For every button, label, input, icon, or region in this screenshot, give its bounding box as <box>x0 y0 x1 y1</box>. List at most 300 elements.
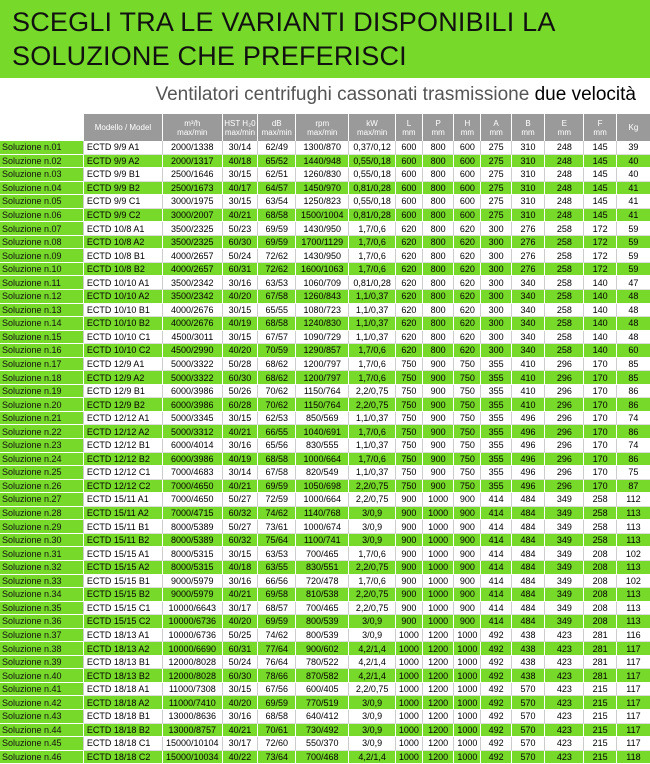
title-banner <box>0 0 650 78</box>
table-cell: 1450/970 <box>296 181 349 195</box>
table-cell: 414 <box>481 506 511 520</box>
table-cell: 275 <box>481 141 511 154</box>
model-cell: ECTD 12/9 A2 <box>83 371 162 385</box>
table-cell: 60/31 <box>222 642 258 656</box>
table-cell: 69/59 <box>258 615 296 629</box>
table-cell: 600 <box>454 208 481 222</box>
model-cell: ECTD 18/18 C2 <box>83 750 162 764</box>
table-cell: 349 <box>545 588 584 602</box>
table-cell: 7000/4650 <box>162 479 222 493</box>
table-cell: 620 <box>454 222 481 236</box>
table-cell: 570 <box>511 723 545 737</box>
table-cell: 6000/3986 <box>162 398 222 412</box>
model-cell: ECTD 18/18 A2 <box>83 696 162 710</box>
table-cell: 40/21 <box>222 588 258 602</box>
table-cell: 0,81/0,28 <box>349 276 396 290</box>
table-cell: 496 <box>511 411 545 425</box>
solution-label: Soluzione n.17 <box>0 357 83 371</box>
table-cell: 423 <box>545 709 584 723</box>
column-header <box>481 114 511 141</box>
table-cell: 102 <box>616 547 650 561</box>
table-cell: 215 <box>584 682 617 696</box>
table-cell: 1200 <box>422 737 453 751</box>
table-cell: 12000/8028 <box>162 669 222 683</box>
model-cell: ECTD 18/18 C1 <box>83 737 162 751</box>
table-cell: 40/18 <box>222 560 258 574</box>
table-cell: 30/15 <box>222 682 258 696</box>
table-cell: 275 <box>481 168 511 182</box>
solution-label: Soluzione n.32 <box>0 560 83 574</box>
table-cell: 1000 <box>454 696 481 710</box>
table-cell: 1600/1063 <box>296 262 349 276</box>
table-cell: 258 <box>584 520 617 534</box>
table-cell: 600 <box>395 168 422 182</box>
table-cell: 800/539 <box>296 628 349 642</box>
table-row <box>0 533 650 547</box>
table-cell: 3000/1975 <box>162 195 222 209</box>
table-cell: 550/370 <box>296 737 349 751</box>
table-cell: 620 <box>395 249 422 263</box>
table-cell: 496 <box>511 425 545 439</box>
table-cell: 68/62 <box>258 371 296 385</box>
table-cell: 30/16 <box>222 439 258 453</box>
table-cell: 1150/764 <box>296 384 349 398</box>
subtitle <box>155 84 636 106</box>
solution-label: Soluzione n.05 <box>0 195 83 209</box>
model-cell: ECTD 10/10 B2 <box>83 317 162 331</box>
table-cell: 59 <box>616 222 650 236</box>
table-cell: 172 <box>584 249 617 263</box>
table-cell: 423 <box>545 682 584 696</box>
table-cell: 340 <box>511 276 545 290</box>
table-cell: 800 <box>422 330 453 344</box>
table-cell: 300 <box>481 276 511 290</box>
table-cell: 117 <box>616 682 650 696</box>
table-cell: 620 <box>454 303 481 317</box>
table-cell: 60/31 <box>222 262 258 276</box>
table-cell: 258 <box>545 276 584 290</box>
table-cell: 40/19 <box>222 317 258 331</box>
table-cell: 2,2/0,75 <box>349 560 396 574</box>
solution-label: Soluzione n.19 <box>0 384 83 398</box>
table-cell: 40/20 <box>222 344 258 358</box>
table-cell: 140 <box>584 344 617 358</box>
solution-label: Soluzione n.35 <box>0 601 83 615</box>
table-cell: 750 <box>454 398 481 412</box>
table-cell: 1000 <box>422 601 453 615</box>
table-cell: 620 <box>454 344 481 358</box>
table-cell: 423 <box>545 723 584 737</box>
table-cell: 1000/674 <box>296 520 349 534</box>
table-cell: 65/52 <box>258 154 296 168</box>
column-header-label: rpm <box>315 118 330 128</box>
table-cell: 0,55/0,18 <box>349 195 396 209</box>
table-cell: 438 <box>511 669 545 683</box>
table-cell: 700/465 <box>296 601 349 615</box>
table-cell: 70/61 <box>258 723 296 737</box>
table-cell: 3500/2325 <box>162 235 222 249</box>
table-cell: 296 <box>545 384 584 398</box>
table-cell: 355 <box>481 452 511 466</box>
table-cell: 492 <box>481 682 511 696</box>
table-cell: 3/0,9 <box>349 723 396 737</box>
table-cell: 281 <box>584 642 617 656</box>
table-cell: 900 <box>422 398 453 412</box>
table-cell: 800/539 <box>296 615 349 629</box>
table-cell: 258 <box>545 262 584 276</box>
table-cell: 484 <box>511 560 545 574</box>
table-cell: 1200 <box>422 696 453 710</box>
table-cell: 5000/3312 <box>162 425 222 439</box>
table-row <box>0 547 650 561</box>
table-cell: 8000/5389 <box>162 520 222 534</box>
table-cell: 1000 <box>454 682 481 696</box>
table-cell: 30/14 <box>222 466 258 480</box>
table-cell: 355 <box>481 411 511 425</box>
table-cell: 66/55 <box>258 425 296 439</box>
table-cell: 1000 <box>422 547 453 561</box>
table-cell: 4000/2676 <box>162 317 222 331</box>
table-cell: 60/30 <box>222 235 258 249</box>
table-cell: 40/21 <box>222 723 258 737</box>
table-cell: 750 <box>454 357 481 371</box>
table-cell: 170 <box>584 384 617 398</box>
table-cell: 170 <box>584 466 617 480</box>
solution-label: Soluzione n.22 <box>0 425 83 439</box>
table-cell: 65/55 <box>258 303 296 317</box>
table-cell: 5000/3345 <box>162 411 222 425</box>
table-cell: 208 <box>584 574 617 588</box>
column-header-unit: max/min <box>177 127 208 137</box>
table-cell: 770/519 <box>296 696 349 710</box>
table-cell: 170 <box>584 452 617 466</box>
banner-title-line-1: SCEGLI TRA LE VARIANTI DISPONIBILI LA <box>12 7 556 37</box>
table-cell: 1,1/0,37 <box>349 330 396 344</box>
table-cell: 48 <box>616 303 650 317</box>
table-row <box>0 235 650 249</box>
table-cell: 248 <box>545 195 584 209</box>
solution-label: Soluzione n.09 <box>0 249 83 263</box>
table-cell: 800 <box>422 290 453 304</box>
table-cell: 1060/709 <box>296 276 349 290</box>
table-cell: 414 <box>481 574 511 588</box>
solution-label: Soluzione n.34 <box>0 588 83 602</box>
table-cell: 423 <box>545 642 584 656</box>
table-cell: 10000/6690 <box>162 642 222 656</box>
table-cell: 113 <box>616 560 650 574</box>
table-cell: 1,1/0,37 <box>349 466 396 480</box>
table-cell: 600 <box>395 154 422 168</box>
table-cell: 1200/797 <box>296 357 349 371</box>
table-cell: 172 <box>584 222 617 236</box>
table-cell: 281 <box>584 669 617 683</box>
table-cell: 900 <box>395 601 422 615</box>
table-cell: 800 <box>422 317 453 331</box>
table-cell: 30/16 <box>222 574 258 588</box>
solution-label: Soluzione n.16 <box>0 344 83 358</box>
table-cell: 63/54 <box>258 195 296 209</box>
table-row <box>0 208 650 222</box>
table-cell: 1430/950 <box>296 249 349 263</box>
table-cell: 69/58 <box>258 588 296 602</box>
table-cell: 40 <box>616 168 650 182</box>
table-cell: 3/0,9 <box>349 696 396 710</box>
table-cell: 1,1/0,37 <box>349 303 396 317</box>
table-cell: 355 <box>481 466 511 480</box>
table-cell: 900 <box>454 574 481 588</box>
table-cell: 1000/664 <box>296 452 349 466</box>
table-cell: 1,7/0,6 <box>349 425 396 439</box>
table-cell: 750 <box>454 384 481 398</box>
table-cell: 830/555 <box>296 439 349 453</box>
table-cell: 570 <box>511 750 545 764</box>
table-cell: 113 <box>616 520 650 534</box>
table-cell: 48 <box>616 290 650 304</box>
table-cell: 492 <box>481 628 511 642</box>
table-cell: 780/522 <box>296 655 349 669</box>
table-cell: 900 <box>454 547 481 561</box>
table-cell: 170 <box>584 439 617 453</box>
table-cell: 68/57 <box>258 601 296 615</box>
table-cell: 30/14 <box>222 141 258 154</box>
table-cell: 60/30 <box>222 371 258 385</box>
table-cell: 248 <box>545 141 584 154</box>
table-cell: 423 <box>545 669 584 683</box>
table-cell: 900 <box>454 601 481 615</box>
column-header <box>222 114 258 141</box>
column-header-unit: mm <box>593 127 607 137</box>
column-header <box>454 114 481 141</box>
table-cell: 900 <box>454 588 481 602</box>
table-cell: 1000 <box>454 669 481 683</box>
model-cell: ECTD 15/11 A1 <box>83 493 162 507</box>
column-header-label: E <box>561 118 568 128</box>
table-cell: 1260/830 <box>296 168 349 182</box>
table-cell: 1200 <box>422 682 453 696</box>
table-cell: 276 <box>511 249 545 263</box>
table-cell: 1000 <box>422 506 453 520</box>
table-cell: 1080/723 <box>296 303 349 317</box>
model-cell: ECTD 10/10 B1 <box>83 303 162 317</box>
table-cell: 1000 <box>454 750 481 764</box>
table-cell: 117 <box>616 696 650 710</box>
table-cell: 620 <box>395 330 422 344</box>
table-cell: 820/549 <box>296 466 349 480</box>
table-cell: 258 <box>545 222 584 236</box>
table-cell: 410 <box>511 357 545 371</box>
model-cell: ECTD 12/9 B1 <box>83 384 162 398</box>
model-cell: ECTD 15/15 B2 <box>83 588 162 602</box>
table-cell: 496 <box>511 452 545 466</box>
table-cell: 492 <box>481 655 511 669</box>
table-cell: 900 <box>422 439 453 453</box>
solution-label: Soluzione n.18 <box>0 371 83 385</box>
table-cell: 113 <box>616 506 650 520</box>
table-cell: 1000 <box>395 709 422 723</box>
table-cell: 1000 <box>395 655 422 669</box>
table-cell: 30/17 <box>222 601 258 615</box>
table-row <box>0 439 650 453</box>
table-row <box>0 560 650 574</box>
table-cell: 1000 <box>422 533 453 547</box>
column-header-label: A <box>493 118 499 128</box>
table-cell: 7000/4683 <box>162 466 222 480</box>
table-cell: 12000/8028 <box>162 655 222 669</box>
column-header <box>616 114 650 141</box>
table-cell: 620 <box>395 303 422 317</box>
table-cell: 600 <box>395 208 422 222</box>
table-cell: 750 <box>395 411 422 425</box>
table-cell: 800 <box>422 154 453 168</box>
table-cell: 750 <box>395 384 422 398</box>
column-header-label: Kg <box>628 123 639 132</box>
table-cell: 1430/950 <box>296 222 349 236</box>
subtitle-text: Ventilatori centrifughi cassonati trasmissione <box>155 84 535 105</box>
table-cell: 600 <box>395 195 422 209</box>
table-cell: 1000/664 <box>296 493 349 507</box>
table-cell: 1240/830 <box>296 317 349 331</box>
table-row <box>0 520 650 534</box>
table-cell: 258 <box>584 493 617 507</box>
table-row <box>0 466 650 480</box>
table-cell: 76/64 <box>258 655 296 669</box>
table-cell: 140 <box>584 330 617 344</box>
model-cell: ECTD 10/8 B1 <box>83 249 162 263</box>
table-cell: 1000 <box>454 642 481 656</box>
model-cell: ECTD 15/15 A2 <box>83 560 162 574</box>
table-cell: 1,7/0,6 <box>349 344 396 358</box>
table-cell: 423 <box>545 696 584 710</box>
table-row <box>0 425 650 439</box>
column-header-unit: mm <box>557 127 571 137</box>
table-cell: 1,1/0,37 <box>349 290 396 304</box>
table-cell: 0,81/0,28 <box>349 208 396 222</box>
table-cell: 900 <box>454 533 481 547</box>
table-cell: 310 <box>511 208 545 222</box>
table-cell: 40/19 <box>222 452 258 466</box>
table-cell: 600 <box>395 141 422 154</box>
table-cell: 3/0,9 <box>349 520 396 534</box>
table-cell: 355 <box>481 425 511 439</box>
model-cell: ECTD 18/13 B1 <box>83 655 162 669</box>
table-cell: 1000 <box>454 723 481 737</box>
table-cell: 800 <box>422 249 453 263</box>
table-cell: 113 <box>616 615 650 629</box>
table-cell: 47 <box>616 276 650 290</box>
table-cell: 355 <box>481 439 511 453</box>
table-cell: 1000 <box>422 615 453 629</box>
table-cell: 414 <box>481 547 511 561</box>
table-cell: 64/57 <box>258 181 296 195</box>
table-cell: 2,2/0,75 <box>349 479 396 493</box>
table-cell: 112 <box>616 493 650 507</box>
solution-label: Soluzione n.08 <box>0 235 83 249</box>
table-cell: 496 <box>511 479 545 493</box>
table-cell: 1100/741 <box>296 533 349 547</box>
table-cell: 300 <box>481 317 511 331</box>
fan-variants-table <box>0 114 650 764</box>
table-cell: 50/27 <box>222 520 258 534</box>
table-cell: 74/62 <box>258 628 296 642</box>
table-row <box>0 574 650 588</box>
table-cell: 170 <box>584 411 617 425</box>
table-cell: 750 <box>395 466 422 480</box>
model-cell: ECTD 18/13 A2 <box>83 642 162 656</box>
solution-label: Soluzione n.12 <box>0 290 83 304</box>
model-cell: ECTD 12/12 B1 <box>83 439 162 453</box>
table-cell: 310 <box>511 181 545 195</box>
table-cell: 113 <box>616 588 650 602</box>
table-cell: 750 <box>454 411 481 425</box>
table-cell: 77/64 <box>258 642 296 656</box>
model-cell: ECTD 10/10 A1 <box>83 276 162 290</box>
table-cell: 1260/843 <box>296 290 349 304</box>
table-cell: 340 <box>511 290 545 304</box>
table-cell: 484 <box>511 520 545 534</box>
table-cell: 410 <box>511 398 545 412</box>
table-cell: 496 <box>511 466 545 480</box>
solution-label: Soluzione n.04 <box>0 181 83 195</box>
table-cell: 414 <box>481 615 511 629</box>
solution-label: Soluzione n.42 <box>0 696 83 710</box>
table-cell: 296 <box>545 479 584 493</box>
table-cell: 800 <box>422 208 453 222</box>
table-cell: 900 <box>422 425 453 439</box>
table-cell: 2,2/0,75 <box>349 601 396 615</box>
table-cell: 145 <box>584 181 617 195</box>
table-cell: 113 <box>616 601 650 615</box>
table-cell: 484 <box>511 615 545 629</box>
table-row <box>0 276 650 290</box>
table-cell: 296 <box>545 357 584 371</box>
table-cell: 355 <box>481 371 511 385</box>
table-cell: 410 <box>511 371 545 385</box>
table-cell: 1040/691 <box>296 425 349 439</box>
model-cell: ECTD 12/9 A1 <box>83 357 162 371</box>
table-cell: 65/56 <box>258 439 296 453</box>
table-cell: 310 <box>511 195 545 209</box>
table-cell: 2,2/0,75 <box>349 493 396 507</box>
column-header-label: kW <box>366 118 378 128</box>
table-cell: 310 <box>511 141 545 154</box>
table-cell: 900 <box>422 466 453 480</box>
table-cell: 85 <box>616 371 650 385</box>
table-row <box>0 479 650 493</box>
column-header-unit: mm <box>521 127 535 137</box>
solution-label: Soluzione n.28 <box>0 506 83 520</box>
table-cell: 600 <box>454 154 481 168</box>
table-row <box>0 262 650 276</box>
solution-label: Soluzione n.36 <box>0 615 83 629</box>
table-cell: 1200 <box>422 669 453 683</box>
table-cell: 900 <box>454 520 481 534</box>
table-cell: 7000/4715 <box>162 506 222 520</box>
table-row <box>0 141 650 154</box>
table-cell: 484 <box>511 601 545 615</box>
column-header <box>349 114 396 141</box>
model-cell: ECTD 12/9 B2 <box>83 398 162 412</box>
column-header <box>422 114 453 141</box>
table-cell: 750 <box>395 439 422 453</box>
table-cell: 296 <box>545 398 584 412</box>
table-cell: 1000 <box>395 669 422 683</box>
table-cell: 258 <box>545 249 584 263</box>
table-row <box>0 452 650 466</box>
table-cell: 86 <box>616 425 650 439</box>
table-cell: 349 <box>545 493 584 507</box>
table-cell: 620 <box>395 344 422 358</box>
table-cell: 41 <box>616 181 650 195</box>
